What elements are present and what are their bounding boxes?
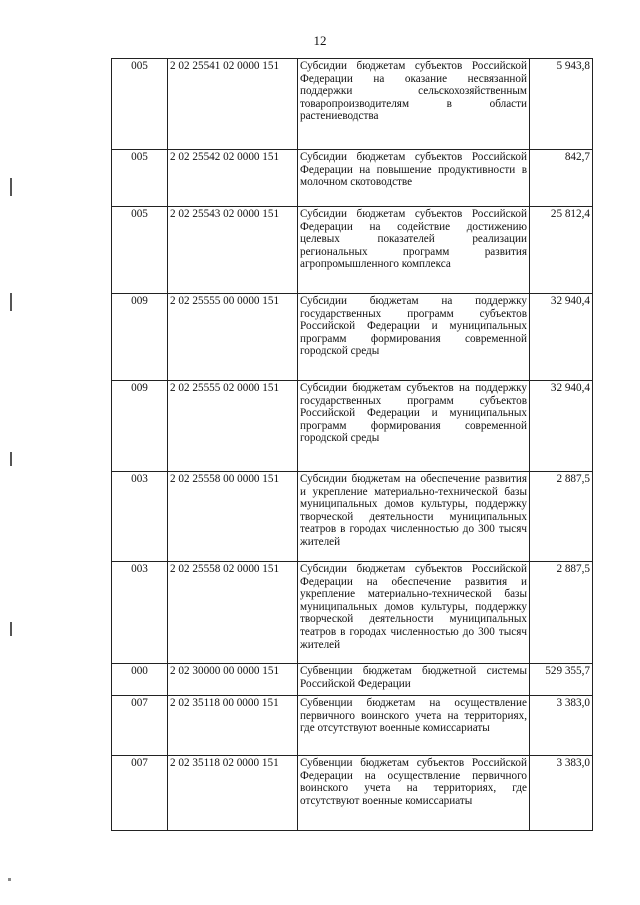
table-row [112,472,593,562]
table-row [112,562,593,664]
budget-code-cell: 2 02 25555 02 0000 151 [168,381,298,472]
scan-mark [10,622,12,636]
admin-code-cell: 000 [112,664,168,696]
amount-cell: 3 383,0 [530,756,593,831]
admin-code-cell: 005 [112,150,168,207]
scan-mark [10,178,12,196]
table-row [112,664,593,696]
revenue-name-cell: Субсидии бюджетам субъектов Российской Федерации на оказание несвязанной поддержки сельскохозяйственным товаропроизводителям в области растениеводства [298,59,530,150]
revenue-name-cell: Субсидии бюджетам субъектов Российской Федерации на повышение продуктивности в молочном скотоводстве [298,150,530,207]
budget-code-cell: 2 02 25558 00 0000 151 [168,472,298,562]
amount-cell: 2 887,5 [530,472,593,562]
budget-code-cell: 2 02 25555 00 0000 151 [168,294,298,381]
revenue-name-cell: Субвенции бюджетам субъектов Российской Федерации на осуществление первичного воинского учета на территориях, где отсутствуют военные комиссариаты [298,756,530,831]
revenue-name-cell: Субсидии бюджетам субъектов Российской Федерации на обеспечение развития и укрепление материально-технической базы муниципальных домов культуры, поддержку творческой деятельности муниципальных театров в городах численностью до 300 тысяч жителей [298,562,530,664]
amount-cell: 32 940,4 [530,381,593,472]
revenue-name-cell: Субсидии бюджетам на поддержку государственных программ субъектов Российской Федерации и муниципальных программ формирования современной городской среды [298,294,530,381]
budget-code-cell: 2 02 35118 02 0000 151 [168,756,298,831]
admin-code-cell: 005 [112,59,168,150]
revenue-name-cell: Субвенции бюджетам бюджетной системы Российской Федерации [298,664,530,696]
table-row [112,150,593,207]
admin-code-cell: 003 [112,562,168,664]
page-number: 12 [313,33,327,48]
admin-code-cell: 009 [112,294,168,381]
scan-mark [10,452,12,466]
admin-code-cell: 007 [112,696,168,756]
admin-code-cell: 007 [112,756,168,831]
budget-table [111,58,593,831]
amount-cell: 2 887,5 [530,562,593,664]
amount-cell: 5 943,8 [530,59,593,150]
scan-mark [10,293,12,311]
budget-code-cell: 2 02 30000 00 0000 151 [168,664,298,696]
table-row [112,59,593,150]
revenue-name-cell: Субсидии бюджетам субъектов на поддержку государственных программ субъектов Российской Федерации и муниципальных программ формирования современной городской среды [298,381,530,472]
admin-code-cell: 003 [112,472,168,562]
revenue-name-cell: Субсидии бюджетам субъектов Российской Федерации на содействие достижению целевых показателей реализации региональных программ развития агропромышленного комплекса [298,207,530,294]
revenue-name-cell: Субсидии бюджетам на обеспечение развития и укрепление материально-технической базы муниципальных домов культуры, поддержку творческой деятельности муниципальных театров в городах численностью до 300 тысяч жителей [298,472,530,562]
amount-cell: 529 355,7 [530,664,593,696]
revenue-name-cell: Субвенции бюджетам на осуществление первичного воинского учета на территориях, где отсутствуют военные комиссариаты [298,696,530,756]
admin-code-cell: 009 [112,381,168,472]
table-row [112,207,593,294]
amount-cell: 32 940,4 [530,294,593,381]
budget-code-cell: 2 02 25558 02 0000 151 [168,562,298,664]
table-row [112,381,593,472]
budget-code-cell: 2 02 35118 00 0000 151 [168,696,298,756]
amount-cell: 842,7 [530,150,593,207]
table-row [112,294,593,381]
budget-code-cell: 2 02 25543 02 0000 151 [168,207,298,294]
table-row [112,696,593,756]
scan-dot [8,878,11,881]
budget-code-cell: 2 02 25541 02 0000 151 [168,59,298,150]
budget-code-cell: 2 02 25542 02 0000 151 [168,150,298,207]
table-row [112,756,593,831]
amount-cell: 3 383,0 [530,696,593,756]
admin-code-cell: 005 [112,207,168,294]
amount-cell: 25 812,4 [530,207,593,294]
